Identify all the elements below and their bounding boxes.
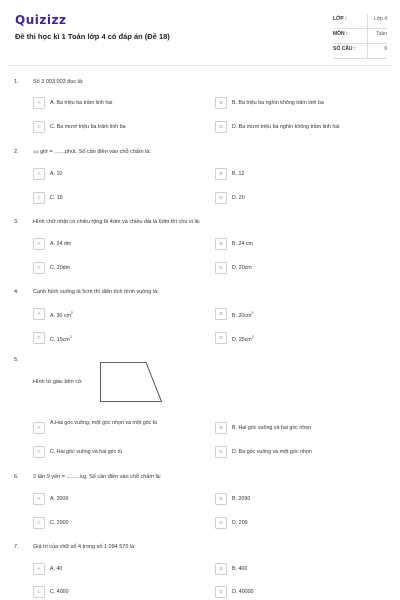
option-text: D. Ba mươi triệu ba nghìn không trăm linh hai [232,123,340,130]
superscript: 2 [70,310,73,315]
header-divider [8,65,392,66]
option-letter-box: C [33,446,45,458]
question-number: 5. [14,357,19,363]
option-letter-box: C [33,586,45,598]
option-letter-box: D [215,262,227,274]
option-text [50,311,73,319]
option-text: A. 10 [50,170,63,177]
option-text: B. 24 cm [232,240,253,247]
option-text: C. 20dm [50,264,71,271]
option-letter-box: D [215,332,227,344]
fraction: 1/4 [33,149,39,154]
option-text: B. 400 [232,565,248,572]
option-text-main: D. 25cm [232,336,252,343]
option-letter-box: B [215,168,227,180]
option-text: C. 2900 [50,519,69,526]
option-text [232,311,253,319]
option-letter-box: A [33,308,45,320]
option-letter-box: D [215,192,227,204]
meta-key: LỚP : [333,16,347,22]
page-title: Đề thi học kì 1 Toán lớp 4 có đáp án (Đề 18) [15,32,170,41]
option-text: D. 20 [232,194,245,201]
option-text: D. 40000 [232,588,254,595]
option-text: B. Ba triệu ba nghìn không trăm linh ba [232,99,324,106]
option-text: A. 24 dm [50,240,72,247]
option-text [50,335,72,343]
option-letter-box: B [215,238,227,250]
option-text-main: C. 15cm [50,336,70,343]
option-text: C. 4000 [50,588,69,595]
option-text: D. 20cm [232,264,252,271]
question-number: 2. [14,149,19,155]
option-letter-box: C [33,121,45,133]
meta-row-subject [333,29,387,44]
question-number: 6. [14,474,19,480]
question-text: Hình chữ nhật có chiều rộng là 4dm và chiều dài là 6dm thì chu vi là: [33,219,201,225]
worksheet-header [0,0,400,65]
meta-value: Lớp 4 [373,16,387,22]
question-text: Số 3 003 003 đọc là: [33,79,84,85]
question-text: 2 tấn 9 yến = .........kg. Số cần điền vào chỗ chấm là: [33,474,162,480]
option-letter-box: B [215,308,227,320]
option-letter-box: D [215,121,227,133]
option-text: D. Ba góc vuông và một góc nhọn [232,448,312,455]
option-letter-box: D [215,446,227,458]
option-letter-box: A [33,422,45,434]
meta-key: MÔN : [333,31,348,37]
question-text [33,149,151,155]
option-text: B. Hai góc vuông và hai góc nhọn [232,424,312,431]
meta-rule [333,58,387,59]
option-text [232,335,254,343]
meta-value: Toán [376,31,387,37]
option-letter-box: B [215,563,227,575]
superscript: 2 [69,334,72,339]
option-letter-box: D [215,586,227,598]
meta-table [333,14,387,59]
option-letter-box: B [215,422,227,434]
option-letter-box: A [33,97,45,109]
quizizz-logo: Quizizz [15,13,67,27]
option-text: A. 2009 [50,495,69,502]
question-number: 7. [14,544,19,550]
option-letter-box: A [33,563,45,575]
option-letter-box: A [33,168,45,180]
superscript: 2 [251,334,254,339]
option-text: A. 40 [50,565,63,572]
option-text: C. Hai góc vuông và hai góc tù [50,448,123,455]
option-text: C. 15 [50,194,63,201]
option-text: A. Ba triệu ba trăm linh hai [50,99,113,106]
trapezoid-figure [100,362,162,402]
question-number: 4. [14,289,19,295]
option-letter-box: C [33,192,45,204]
question-text-rest: giờ = .......phút. Số cần điền vào chỗ chấm là: [40,149,151,155]
option-text: D. 209 [232,519,248,526]
superscript: 2 [251,310,254,315]
option-text: C. Ba mươi triệu ba trăm linh ba [50,123,126,130]
question-text: Giá trị của chữ số 4 trong số 1 094 570 là: [33,544,136,550]
option-letter-box: D [215,517,227,529]
question-number: 1. [14,79,19,85]
meta-row-class [333,14,387,29]
question-text: Cạnh hình vuông là 5cm thì diện tích hình vuông là: [33,289,159,295]
meta-row-count [333,44,387,59]
option-text-main: B. 20cm [232,312,252,319]
option-text: B. 2090 [232,495,251,502]
option-letter-box: C [33,517,45,529]
question-number: 3. [14,219,19,225]
option-letter-box: C [33,332,45,344]
meta-key: SỐ CÂU : [333,46,356,52]
option-letter-box: A [33,238,45,250]
option-letter-box: B [215,493,227,505]
option-letter-box: B [215,97,227,109]
option-text-main: A. 30 cm [50,312,71,319]
option-letter-box: C [33,262,45,274]
option-letter-box: A [33,493,45,505]
question-text: Hình tứ giác bên có: [33,379,83,385]
meta-value: 9 [384,46,387,52]
option-text: A.Hai góc vuông, một góc nhọn và một góc tù [50,420,158,426]
option-text: B. 12 [232,170,245,177]
